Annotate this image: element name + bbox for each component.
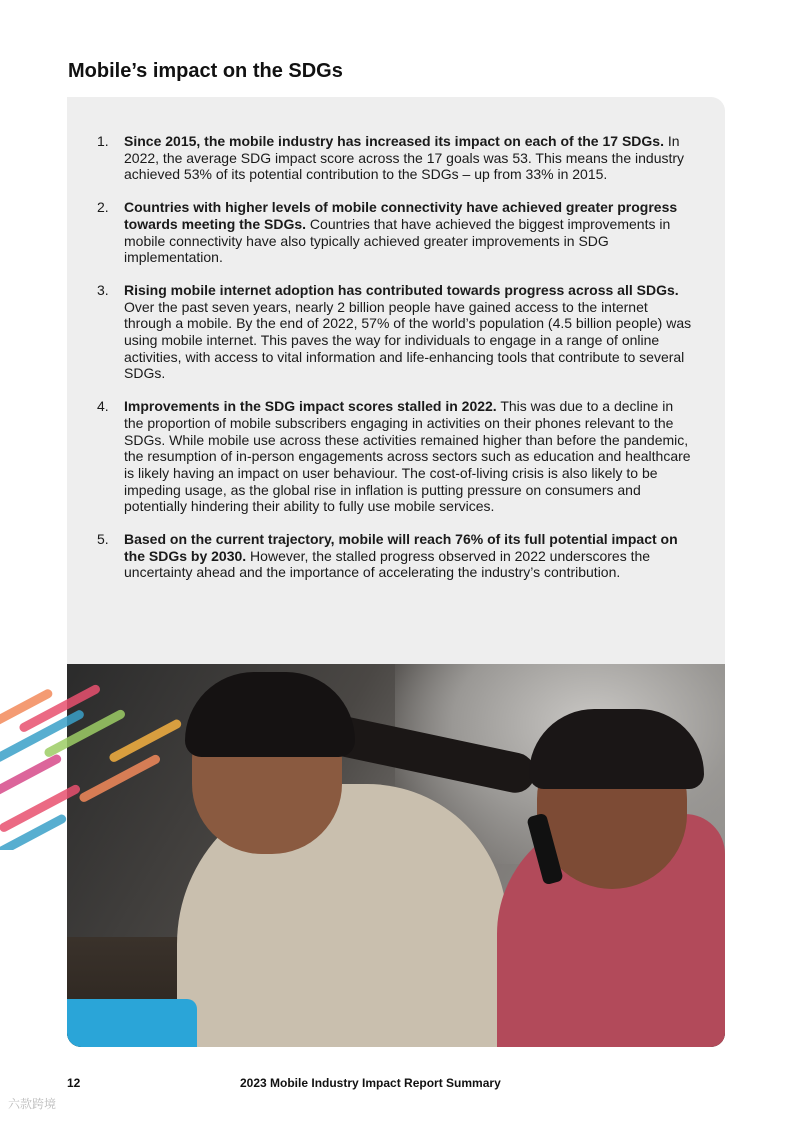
- finding-body: Over the past seven years, nearly 2 billion people have gained access to the internet through a mobile. By the end of 2022, 57% of the world’s population (4.5 billion people) was using mobile internet. This paves the way for individuals to engage in a range of online activities, with access to vital information and life-enhancing tools that contribute to several SDGs.: [124, 298, 692, 382]
- finding-body: In 2022, the average SDG impact score across the 17 goals was 53. This means the industry achieved 53% of its potential contribution to the SDGs – up from 33% in 2015.: [124, 133, 685, 183]
- finding-headline: Based on the current trajectory, mobile will reach 76% of its full potential impact on the SDGs by 2030.: [124, 531, 678, 564]
- finding-item: [97, 199, 695, 266]
- finding-headline: Countries with higher levels of mobile connectivity have achieved greater progress towards meeting the SDGs.: [124, 199, 678, 232]
- page-title: Mobile’s impact on the SDGs: [68, 60, 343, 82]
- decorative-stripe: [78, 753, 162, 803]
- finding-body: However, the stalled progress observed in 2022 underscores the uncertainty ahead and the importance of accelerating the industry’s contribution.: [124, 547, 651, 581]
- photo-right-woman-hair: [529, 709, 704, 789]
- finding-number: 3.: [97, 281, 109, 298]
- finding-number: 2.: [97, 199, 109, 216]
- page-number: 12: [67, 1076, 81, 1090]
- findings-list: [97, 133, 695, 597]
- finding-item: [97, 133, 695, 183]
- decorative-stripes: [0, 680, 200, 850]
- watermark-text: 六款跨境: [8, 1097, 57, 1111]
- finding-headline: Since 2015, the mobile industry has increased its impact on each of the 17 SDGs.: [124, 133, 664, 149]
- decorative-stripe: [0, 753, 63, 799]
- finding-body: This was due to a decline in the proportion of mobile subscribers engaging in activities on their phones relevant to the SDGs. While mobile use across these activities remained higher than before the pandemic, the resumption of in-person engagements across sectors such as education and healthcare is likely having an impact on user behaviour. The cost-of-living crisis is also likely to be impeding usage, as the global rise in inflation is putting pressure on consumers and potentially hindering their ability to fully use mobile services.: [124, 398, 691, 515]
- finding-number: 1.: [97, 133, 109, 149]
- photo-laptop: [67, 999, 197, 1047]
- finding-item: [97, 282, 695, 382]
- finding-item: [97, 531, 695, 581]
- photo-left-woman-hair: [185, 672, 355, 757]
- key-findings-card: [67, 97, 725, 1047]
- finding-headline: Rising mobile internet adoption has contributed towards progress across all SDGs.: [124, 281, 679, 298]
- finding-body: Countries that have achieved the biggest improvements in mobile connectivity have also typically achieved greater improvements in SDG implementation.: [124, 215, 671, 266]
- finding-headline: Improvements in the SDG impact scores stalled in 2022.: [124, 398, 497, 415]
- finding-number: 5.: [97, 531, 109, 548]
- decorative-stripe: [108, 718, 183, 764]
- finding-item: [97, 398, 695, 515]
- footer-report-title: 2023 Mobile Industry Impact Report Summary: [240, 1076, 501, 1090]
- finding-number: 4.: [97, 398, 109, 415]
